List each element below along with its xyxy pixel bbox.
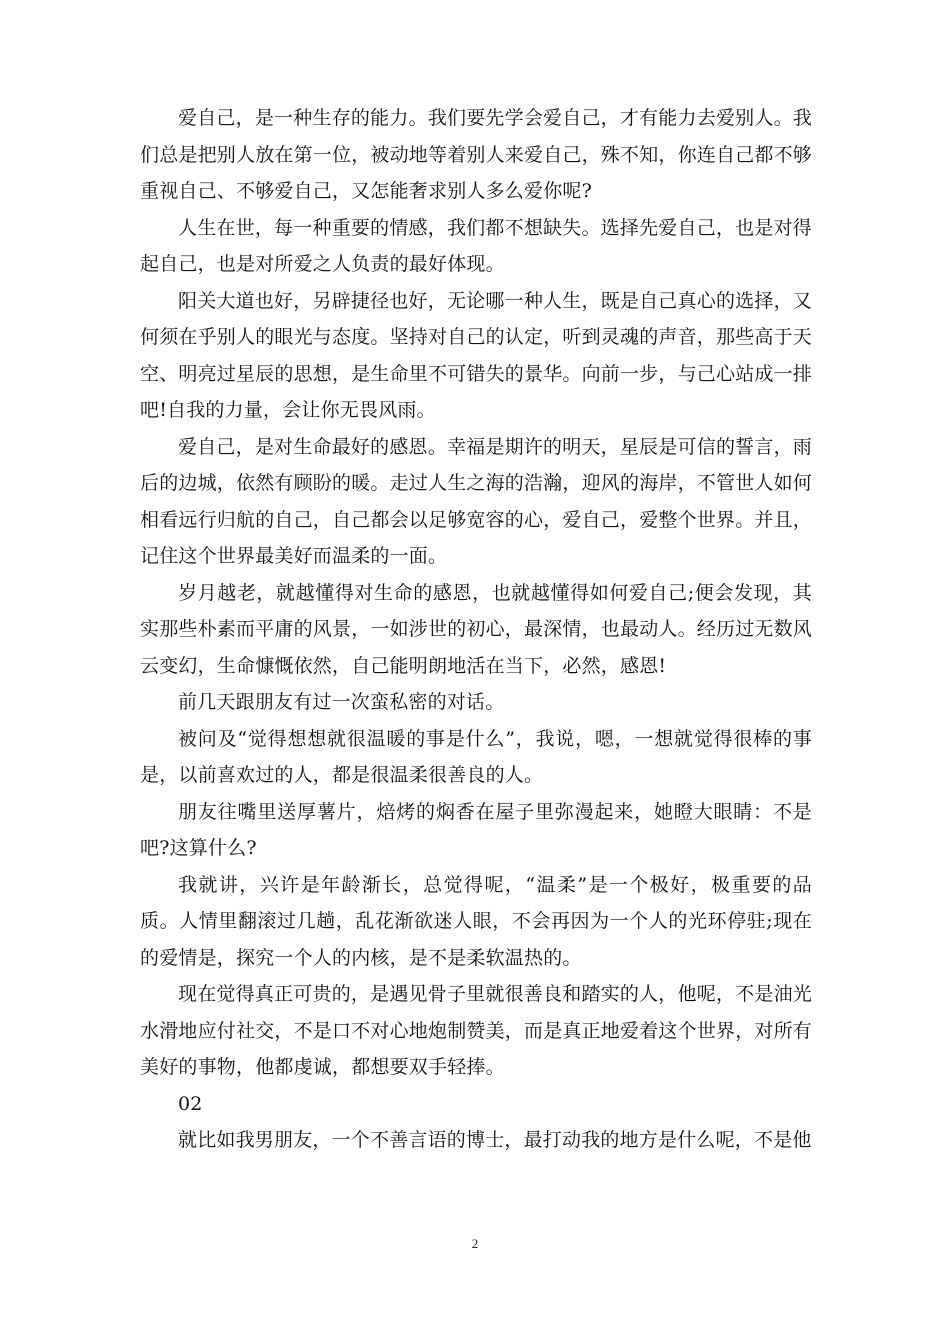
paragraph: 就比如我男朋友，一个不善言语的博士，最打动我的地方是什么呢，不是他 xyxy=(178,1129,812,1151)
paragraph: 岁月越老，就越懂得对生命的感恩，也就越懂得如何爱自己;便会发现，其实那些朴素而平庸的风景，一如涉世的初心，最深情，也最动人。经历过无数风云变幻，生命慷慨依然，自己能明朗地活在当下，必然，感恩! xyxy=(140,581,813,677)
paragraph: 朋友往嘴里送厚薯片，焙烤的焖香在屋子里弥漫起来，她瞪大眼睛：不是吧?这算什么? xyxy=(140,800,812,859)
section-number: 02 xyxy=(178,1092,203,1115)
paragraph: 阳关大道也好，另辟捷径也好，无论哪一种人生，既是自己真心的选择，又何须在乎别人的眼光与态度。坚持对自己的认定，听到灵魂的声音，那些高于天空、明亮过星辰的思想，是生命里不可错失的景华。向前一步，与己心站成一排吧!自我的力量，会让你无畏风雨。 xyxy=(140,289,813,421)
paragraph: 前几天跟朋友有过一次蛮私密的对话。 xyxy=(178,691,505,713)
paragraph: 我就讲，兴许是年龄渐长，总觉得呢，“温柔”是一个极好，极重要的品质。人情里翻滚过几趟，乱花渐欲迷人眼，不会再因为一个人的光环停驻;现在的爱情是，探究一个人的内核，是不是柔软温热的。 xyxy=(140,873,812,969)
paragraph: 被问及“觉得想想就很温暖的事是什么”，我说，嗯，一想就觉得很棒的事是，以前喜欢过的人，都是很温柔很善良的人。 xyxy=(140,727,812,786)
paragraph: 爱自己，是对生命最好的感恩。幸福是期许的明天，星辰是可信的誓言，雨后的边城，依然有顾盼的暖。走过人生之海的浩瀚，迎风的海岸，不管世人如何相看远行归航的自己，自己都会以足够宽容的心，爱自己，爱整个世界。并且，记住这个世界最美好而温柔的一面。 xyxy=(140,435,813,567)
paragraph: 爱自己，是一种生存的能力。我们要先学会爱自己，才有能力去爱别人。我们总是把别人放在第一位，被动地等着别人来爱自己，殊不知，你连自己都不够重视自己、不够爱自己，又怎能奢求别人多么爱你呢? xyxy=(140,107,813,202)
paragraph: 现在觉得真正可贵的，是遇见骨子里就很善良和踏实的人，他呢，不是油光水滑地应付社交，不是口不对心地炮制赞美，而是真正地爱着这个世界，对所有美好的事物，他都虔诚，都想要双手轻捧。 xyxy=(140,983,813,1078)
document-body xyxy=(140,100,812,1159)
paragraph: 人生在世，每一种重要的情感，我们都不想缺失。选择先爱自己，也是对得起自己，也是对所爱之人负责的最好体现。 xyxy=(140,216,812,275)
page-number: 2 xyxy=(471,1236,479,1251)
